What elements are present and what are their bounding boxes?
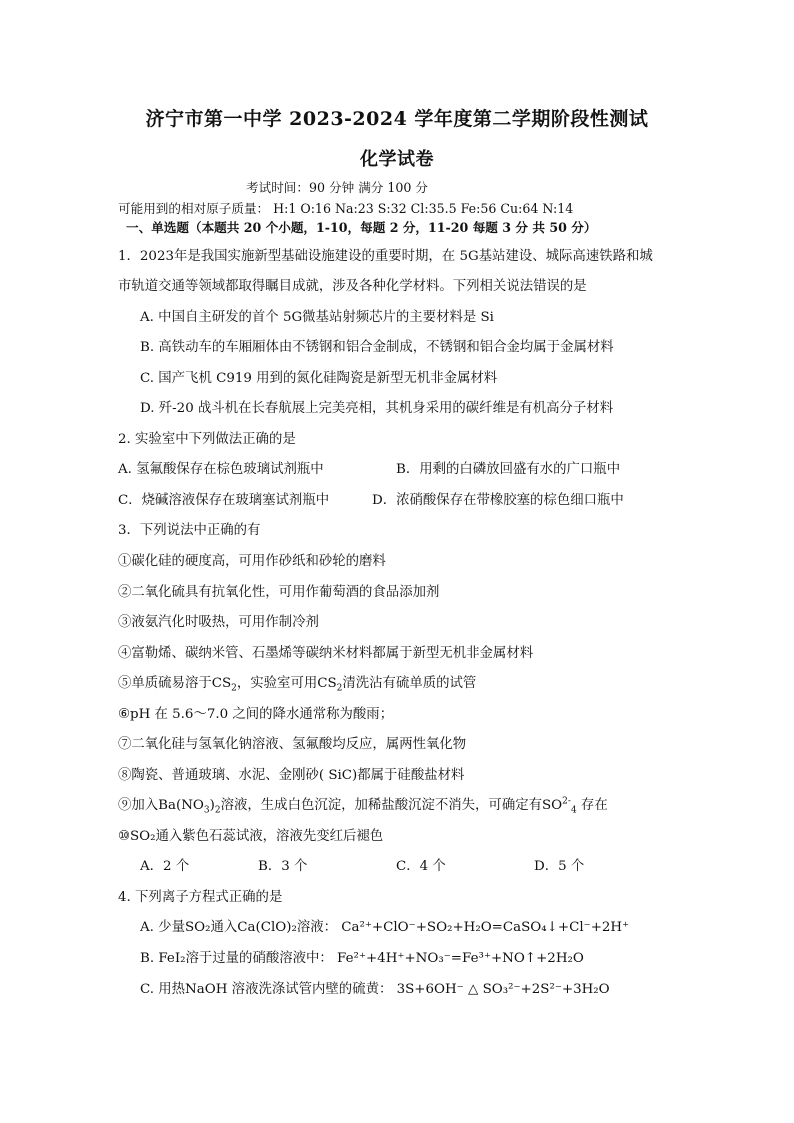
q2-stem: 2. 实验室中下列做法正确的是 [118,432,296,447]
q1-option-a: A. 中国自主研发的首个 5G微基站射频芯片的主要材料是 Si [140,310,494,325]
q1-option-b: B. 高铁动车的车厢厢体由不锈钢和铝合金制成，不锈钢和铝合金均属于金属材料 [140,340,614,355]
q3-option-b: B．3 个 [258,859,308,874]
q1-option-d: D. 歼-20 战斗机在长春航展上完美亮相，其机身采用的碳纤维是有机高分子材料 [140,401,614,416]
q2-option-b: B．用剩的白磷放回盛有水的广口瓶中 [396,462,621,477]
q4-stem: 4. 下列离子方程式正确的是 [118,890,283,905]
section-one-heading: 一、单选题（本题共 20 个小题，1-10，每题 2 分，11-20 每题 3 分 共 50 分） [126,220,597,235]
q3-statement-5: ⑤单质硫易溶于$CS_2$，实验室可用$CS_2$清洗沾有硫单质的试管 [118,676,477,694]
q3-stem: 3．下列说法中正确的有 [118,523,261,538]
q3-statement-1: ①碳化硅的硬度高，可用作砂纸和砂轮的磨料 [118,554,386,569]
q3-statement-6: ⑥pH 在 5.6～7.0 之间的降水通常称为酸雨； [118,707,394,722]
q1-stem-line1: 1．2023年是我国实施新型基础设施建设的重要时期，在 5G基站建设、城际高速铁路和城 [118,249,653,264]
q4-option-b: B. FeI₂溶于过量的硝酸溶液中： Fe²⁺+4H⁺+NO₃⁻=Fe³⁺+NO↑+2H₂O [140,951,584,966]
q3-option-a: A．2 个 [140,859,190,874]
q3-statement-9: ⑨加入$Ba(NO_3)_2$溶液，生成白色沉淀，加稀盐酸沉淀不消失，可确定有$SO^{2-}_4$ 存在 [118,796,608,816]
q3-statement-10: ⑩SO₂通入紫色石蕊试液，溶液先变红后褪色 [118,829,384,844]
q1-option-c: C. 国产飞机 C919 用到的氮化硅陶瓷是新型无机非金属材料 [140,371,498,386]
exam-subtitle: 化学试卷 [360,149,434,170]
q2-option-c: C．烧碱溶液保存在玻璃塞试剂瓶中 [118,493,330,508]
q4-option-c: C. 用热NaOH 溶液洗涤试管内壁的硫黄： 3S+6OH⁻ △ SO₃²⁻+2S²⁻+3H₂O [140,982,610,997]
q3-statement-3: ③液氨汽化时吸热，可用作制冷剂 [118,615,319,630]
exam-info: 考试时间：90 分钟 满分 100 分 [246,180,429,195]
q1-stem-line2: 市轨道交通等领域都取得瞩目成就，涉及各种化学材料。下列相关说法错误的是 [118,279,587,294]
q3-statement-7: ⑦二氧化硅与氢氧化钠溶液、氢氟酸均反应，属两性氧化物 [118,737,467,752]
q3-option-d: D．5 个 [534,859,585,874]
q2-option-a: A. 氢氟酸保存在棕色玻璃试剂瓶中 [118,462,324,477]
q3-statement-4: ④富勒烯、碳纳米管、石墨烯等碳纳米材料都属于新型无机非金属材料 [118,646,534,661]
q4-option-a: A. 少量SO₂通入Ca(ClO)₂溶液： Ca²⁺+ClO⁻+SO₂+H₂O=CaSO₄↓+Cl⁻+2H⁺ [140,920,630,935]
q3-statement-8: ⑧陶瓷、普通玻璃、水泥、金刚砂( SiC)都属于硅酸盐材料 [118,768,465,783]
q3-option-c: C．4 个 [396,859,446,874]
q3-statement-2: ②二氧化硫具有抗氧化性，可用作葡萄酒的食品添加剂 [118,585,440,600]
exam-title: 济宁市第一中学 2023-2024 学年度第二学期阶段性测试 [145,108,649,130]
q2-option-d: D．浓硝酸保存在带橡胶塞的棕色细口瓶中 [372,493,624,508]
atomic-masses: 可能用到的相对原子质量： H:1 O:16 Na:23 S:32 Cl:35.5 Fe:56 Cu:64 N:14 [118,201,574,216]
